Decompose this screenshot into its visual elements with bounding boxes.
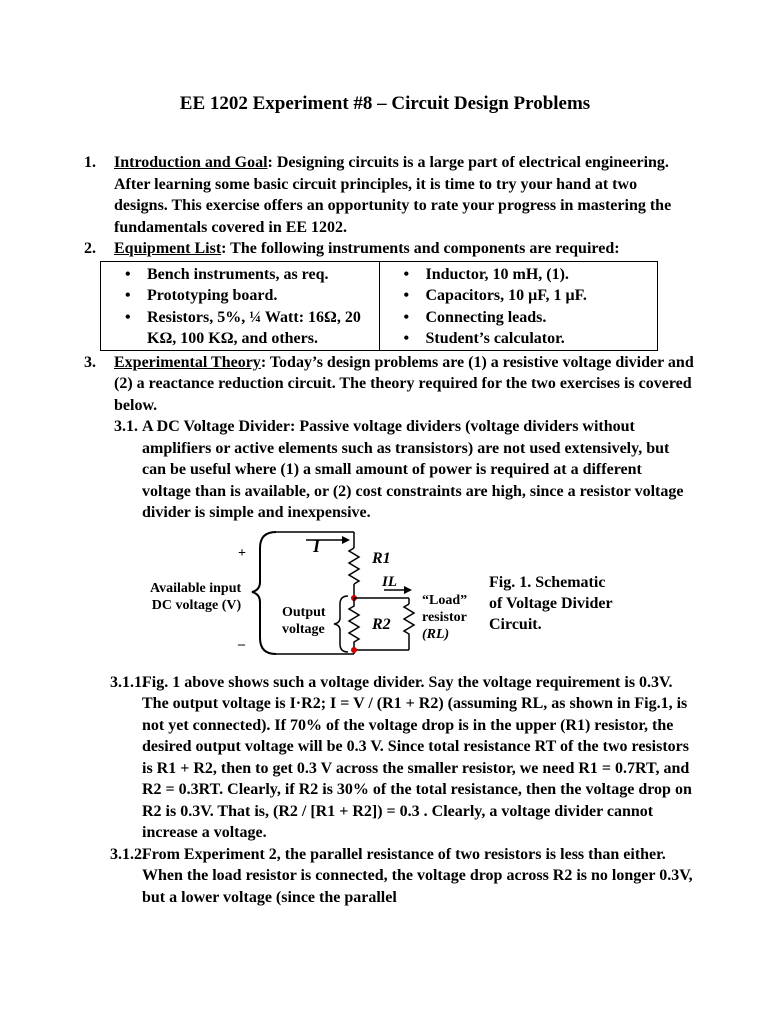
section-text: : Designing circuits is a large part of electrical engineering. After learning some basic circuit principles, it is time to try your hand at two designs. This exercise offers an opportunity to rate your progress in mastering the fundamentals covered in EE 1202. (114, 154, 672, 236)
current-label: I (313, 535, 321, 556)
bullet-icon: • (403, 308, 410, 326)
subsection-text: A DC Voltage Divider: Passive voltage dividers (voltage dividers without amplifiers or active elements such as transistors) are not used extensively, but can be useful where (1) a small amount of power is required at a different voltage than is available, or (2) cost constraints are high, since a resistor voltage divider is simple and inexpensive. (142, 418, 684, 521)
section-theory (84, 352, 694, 417)
section-heading: Experimental Theory (114, 353, 261, 371)
equipment-column-right (379, 261, 658, 350)
section-equipment (84, 238, 694, 260)
bullet-icon: • (125, 308, 131, 326)
document-title: EE 1202 Experiment #8 – Circuit Design Problems (179, 93, 591, 114)
subsection-text: Fig. 1 above shows such a voltage divider. Say the voltage requirement is 0.3V. The output voltage is I·R2; I = V / (R1 + R2) (assuming RL, as shown in Fig.1, is not yet connected). If 70% of the voltage drop is in the upper (R1) resistor, the desired output voltage will be 0.3 V. Since total resistance RT of the two resistors is R1 + R2, then to get 0.3 V across the smaller resistor, we need R1 = 0.7RT, and R2 = 0.3RT. Clearly, if R2 is 30% of the total resistance, then the voltage drop on R2 is 0.3V. That is, (R2 / [R1 + R2]) = 0.3 . Clearly, a voltage divider cannot increase a voltage. (142, 673, 692, 841)
junction-dot (351, 647, 357, 653)
equipment-table (100, 261, 658, 351)
input-brace (252, 532, 276, 654)
figure-voltage-divider (84, 526, 694, 666)
section-introduction (84, 152, 694, 238)
output-brace (334, 596, 348, 652)
equipment-item: • Bench instruments, as req. (125, 264, 371, 286)
subsection-number: 3.1. (114, 418, 138, 435)
section-text: : Today’s design problems are (1) a resistive voltage divider and (2) a reactance reduction circuit. The theory required for the two exercises is covered below. (114, 353, 694, 414)
output-voltage-label: Output voltage (282, 604, 326, 637)
subsection-number: 3.1.1. (110, 673, 146, 691)
bullet-icon: • (403, 287, 410, 304)
subsection-wrapper (84, 416, 694, 524)
equipment-item: • Capacitors, 10 μF, 1 μF. (404, 285, 650, 307)
resistor-r2 (349, 598, 359, 650)
bullet-icon: • (125, 287, 131, 304)
bullet-icon: • (403, 265, 410, 283)
input-voltage-label: Available input DC voltage (V) (150, 580, 242, 613)
section-heading: Introduction and Goal (114, 154, 268, 171)
section-number: 1. (84, 154, 96, 171)
equipment-item: • Student’s calculator. (404, 328, 650, 350)
section-number: 2. (84, 240, 96, 257)
il-label: IL (382, 573, 397, 590)
subsection-number: 3.1.2. (110, 845, 146, 863)
subsection-3-1-1 (84, 672, 694, 844)
section-text: : The following instruments and components are required: (221, 240, 620, 257)
resistor-rl (404, 604, 414, 650)
r2-label: R2 (372, 615, 391, 633)
equipment-item: • Prototyping board. (125, 285, 371, 307)
section-heading: Equipment List (114, 240, 222, 257)
section-number: 3. (84, 353, 96, 371)
equipment-item: • Connecting leads. (404, 307, 650, 329)
minus-sign: – (238, 636, 245, 652)
load-resistor-label: “Load” resistor (RL) (422, 592, 468, 642)
r1-label: R1 (372, 549, 391, 567)
figure-caption: Fig. 1. Schematic of Voltage Divider Circuit. (489, 573, 613, 633)
bullet-icon: • (403, 330, 410, 347)
equipment-column-left (101, 261, 380, 350)
plus-sign: + (238, 545, 246, 561)
bullet-icon: • (125, 265, 131, 283)
subsection-text: From Experiment 2, the parallel resistance of two resistors is less than either. When the load resistor is connected, the voltage drop across R2 is no longer 0.3V, but a lower voltage (since the parallel (142, 845, 693, 906)
subsection-dc-divider (114, 416, 694, 524)
equipment-item: • Resistors, 5%, ¼ Watt: 16Ω, 20 KΩ, 100 KΩ, and others. (125, 308, 361, 347)
document-body (84, 152, 694, 908)
equipment-item: • Inductor, 10 mH, (1). (404, 264, 650, 286)
subsection-3-1-2 (84, 844, 694, 909)
resistor-r1 (349, 548, 359, 584)
